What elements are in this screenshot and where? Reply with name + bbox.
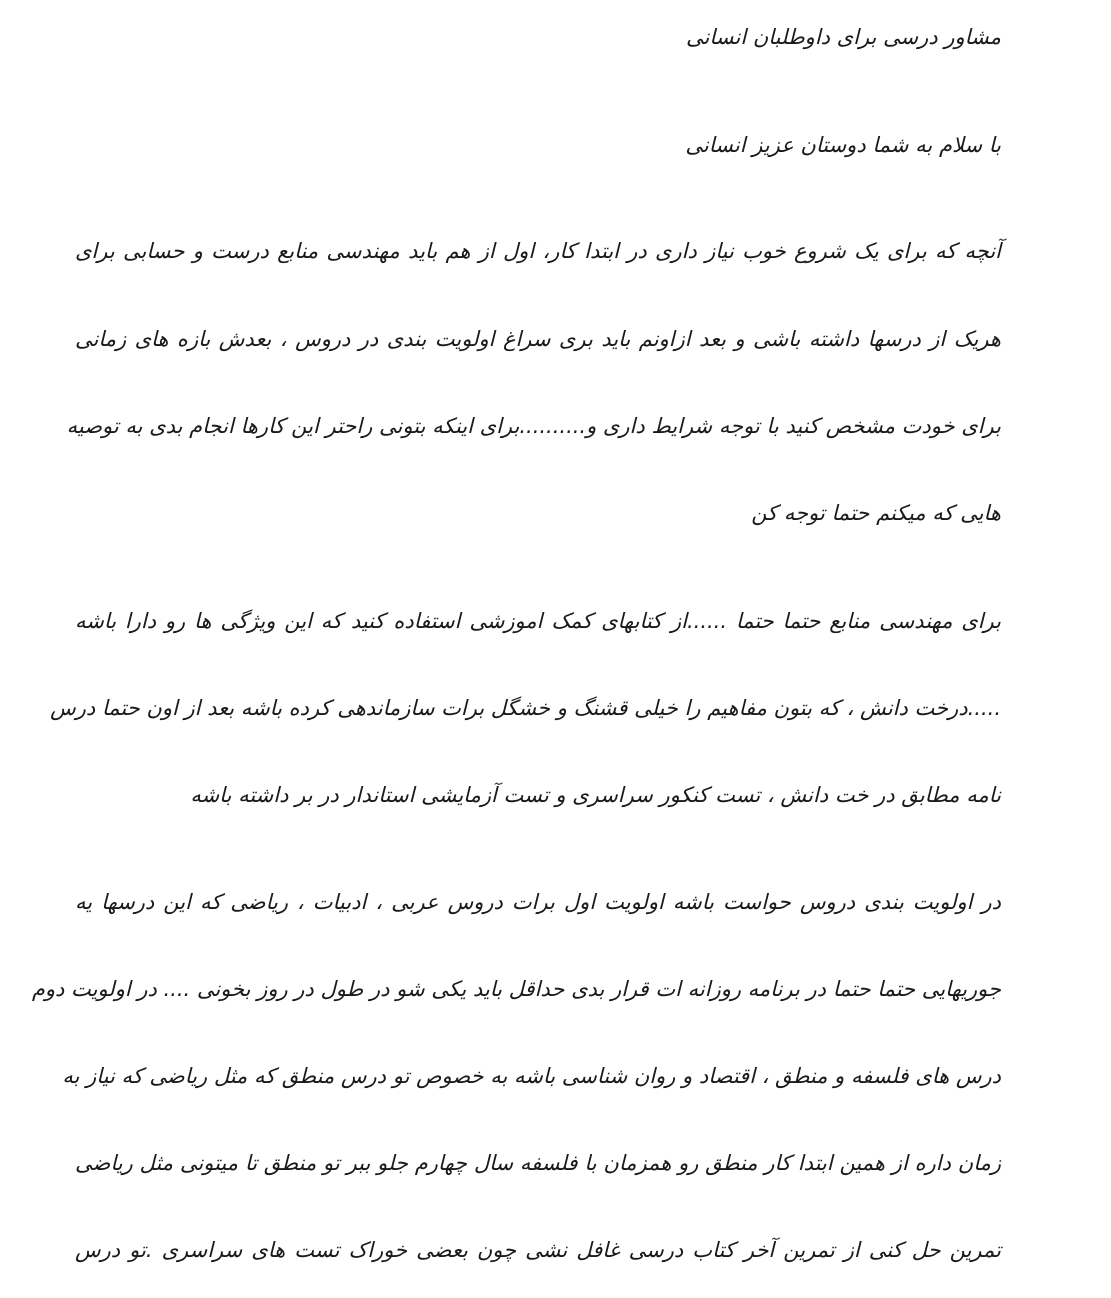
- paragraph-2-line-3: نامه مطابق در خت دانش ، تست کنکور سراسری و تست آزمایشی استاندار در بر داشته باشه: [190, 783, 1001, 807]
- paragraph-1-line-1: آنچه که برای یک شروع خوب نیاز داری در ابتدا کار، اول از هم باید مهندسی منابع درست و حسابی برای: [75, 239, 1001, 263]
- paragraph-3-line-2: جوریهایی حتما حتما در برنامه روزانه ات قرار بدی حداقل باید یکی شو در طول در روز بخونی .... در اولویت دوم: [31, 977, 1001, 1001]
- paragraph-1-line-3: برای خودت مشخص کنید با توجه شرایط داری و..........برای اینکه بتونی راحتر این کارها انجام بدی به توصیه: [66, 414, 1001, 438]
- document-title: مشاور درسی برای داوطلبان انسانی: [686, 25, 1001, 49]
- paragraph-2-line-2: .....درخت دانش ، که بتون مفاهیم را خیلی قشنگ و خشگل برات سازماندهی کرده باشه بعد از اون حتما درس: [50, 696, 1001, 720]
- paragraph-3-line-5: تمرین حل کنی از تمرین آخر کتاب درسی غافل نشی چون بعضی خوراک تست های سراسری .تو درس: [75, 1238, 1001, 1262]
- paragraph-3-line-4: زمان داره از همین ابتدا کار منطق رو همزمان با فلسفه سال چهارم جلو ببر تو منطق تا میتونی مثل ریاضی: [75, 1151, 1001, 1175]
- greeting-line: با سلام به شما دوستان عزیز انسانی: [685, 133, 1001, 157]
- paragraph-1-line-4: هایی که میکنم حتما توجه کن: [751, 501, 1001, 525]
- paragraph-2-line-1: برای مهندسی منابع حتما حتما ......از کتابهای کمک اموزشی استفاده کنید که این ویژگی ها رو دارا باشه: [75, 609, 1001, 633]
- paragraph-3-line-3: درس های فلسفه و منطق ، اقتصاد و روان شناسی باشه به خصوص تو درس منطق که مثل ریاضی که نیاز به: [62, 1064, 1001, 1088]
- paragraph-1-line-2: هریک از درسها داشته باشی و بعد ازاونم باید بری سراغ اولویت بندی در دروس ، بعدش بازه های زمانی: [75, 327, 1001, 351]
- paragraph-3-line-1: در اولویت بندی دروس حواست باشه اولویت اول برات دروس عربی ، ادبیات ، ریاضی که این درسها یه: [75, 890, 1001, 914]
